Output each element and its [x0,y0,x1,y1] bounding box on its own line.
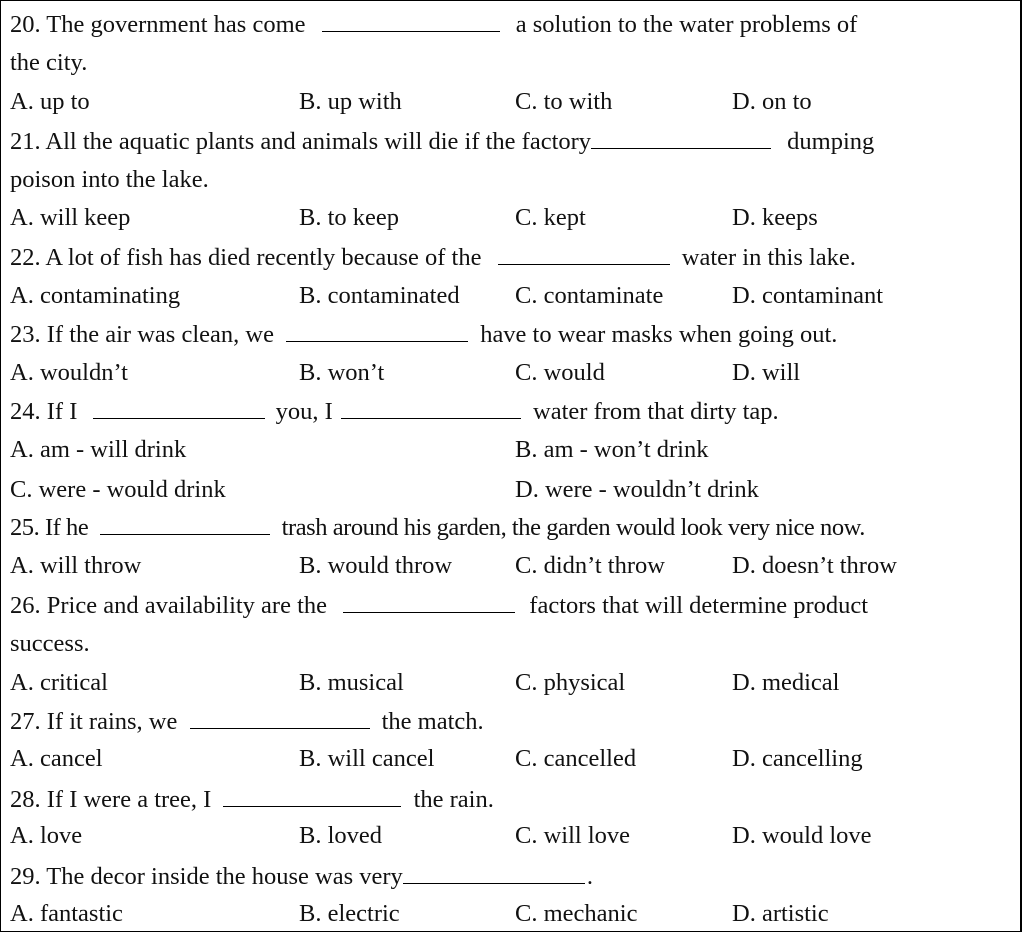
option-b: B. electric [299,900,400,927]
option-c: C. physical [515,669,626,696]
question-20 [10,9,857,40]
option-d: D. would love [732,822,872,849]
option-b: B. would throw [299,552,453,579]
answer-blank [591,126,771,149]
option-b: B. to keep [299,204,400,231]
option-b: B. contaminated [299,282,460,309]
question-text: the match. [381,708,484,735]
question-text: 29. The decor inside the house was very [10,863,403,890]
question-21 [10,126,874,157]
question-27 [10,706,484,737]
option-b: B. will cancel [299,745,435,772]
question-text: you, I [275,398,333,425]
option-c: C. kept [515,204,586,231]
option-d: D. doesn’t throw [732,552,897,579]
answer-blank [190,706,370,729]
question-26-continued: success. [10,630,90,657]
question-text: have to wear masks when going out. [480,321,838,348]
option-b: B. won’t [299,359,385,386]
question-26 [10,590,868,621]
option-c: C. were - would drink [10,476,226,503]
option-a: A. wouldn’t [10,359,128,386]
question-22 [10,242,856,273]
option-d: D. keeps [732,204,818,231]
option-a: A. love [10,822,83,849]
answer-blank-2 [341,396,521,419]
question-text: a solution to the water problems of [515,11,858,38]
answer-blank-1 [93,396,265,419]
option-a: A. cancel [10,745,103,772]
option-d: D. artistic [732,900,829,927]
answer-blank [100,512,270,535]
option-d: D. medical [732,669,840,696]
option-a: A. up to [10,88,90,115]
option-d: D. cancelling [732,745,863,772]
option-b: B. musical [299,669,404,696]
option-d: D. contaminant [732,282,884,309]
option-a: A. will keep [10,204,131,231]
question-text: water in this lake. [681,244,856,271]
question-20-continued: the city. [10,49,88,76]
question-29 [10,861,593,892]
answer-blank [322,9,500,32]
question-28 [10,784,494,815]
question-text: factors that will determine product [529,592,869,619]
option-d: D. were - wouldn’t drink [515,476,759,503]
answer-blank [403,861,585,884]
option-b: B. up with [299,88,402,115]
option-c: C. cancelled [515,745,637,772]
option-a: A. will throw [10,552,142,579]
answer-blank [286,319,468,342]
question-text: trash around his garden, the garden would look very nice now. [281,514,865,541]
option-c: C. will love [515,822,631,849]
question-21-continued: poison into the lake. [10,166,209,193]
question-text: dumping [787,128,875,155]
option-c: C. would [515,359,605,386]
question-text: the rain. [413,786,494,813]
option-b: B. am - won’t drink [515,436,709,463]
option-c: C. didn’t throw [515,552,665,579]
option-c: C. contaminate [515,282,664,309]
option-a: A. contaminating [10,282,181,309]
question-text: 20. The government has come [10,11,306,38]
question-23 [10,319,837,350]
question-24 [10,396,779,427]
option-b: B. loved [299,822,383,849]
question-text: 23. If the air was clean, we [10,321,274,348]
question-text: water from that dirty tap. [533,398,779,425]
option-c: C. to with [515,88,613,115]
question-text: 25. If he [10,514,89,541]
question-text: 28. If I were a tree, I [10,786,212,813]
answer-blank [223,784,401,807]
question-25 [10,512,865,543]
question-text: 26. Price and availability are the [10,592,328,619]
option-c: C. mechanic [515,900,638,927]
option-d: D. will [732,359,801,386]
option-a: A. am - will drink [10,436,187,463]
option-a: A. fantastic [10,900,123,927]
question-text: . [586,863,593,890]
question-text: 21. All the aquatic plants and animals will die if the factory [10,128,592,155]
option-a: A. critical [10,669,108,696]
question-text: 27. If it rains, we [10,708,178,735]
option-d: D. on to [732,88,812,115]
answer-blank [498,242,670,265]
answer-blank [343,590,515,613]
question-text: 24. If I [10,398,78,425]
question-text: 22. A lot of fish has died recently because of the [10,244,482,271]
